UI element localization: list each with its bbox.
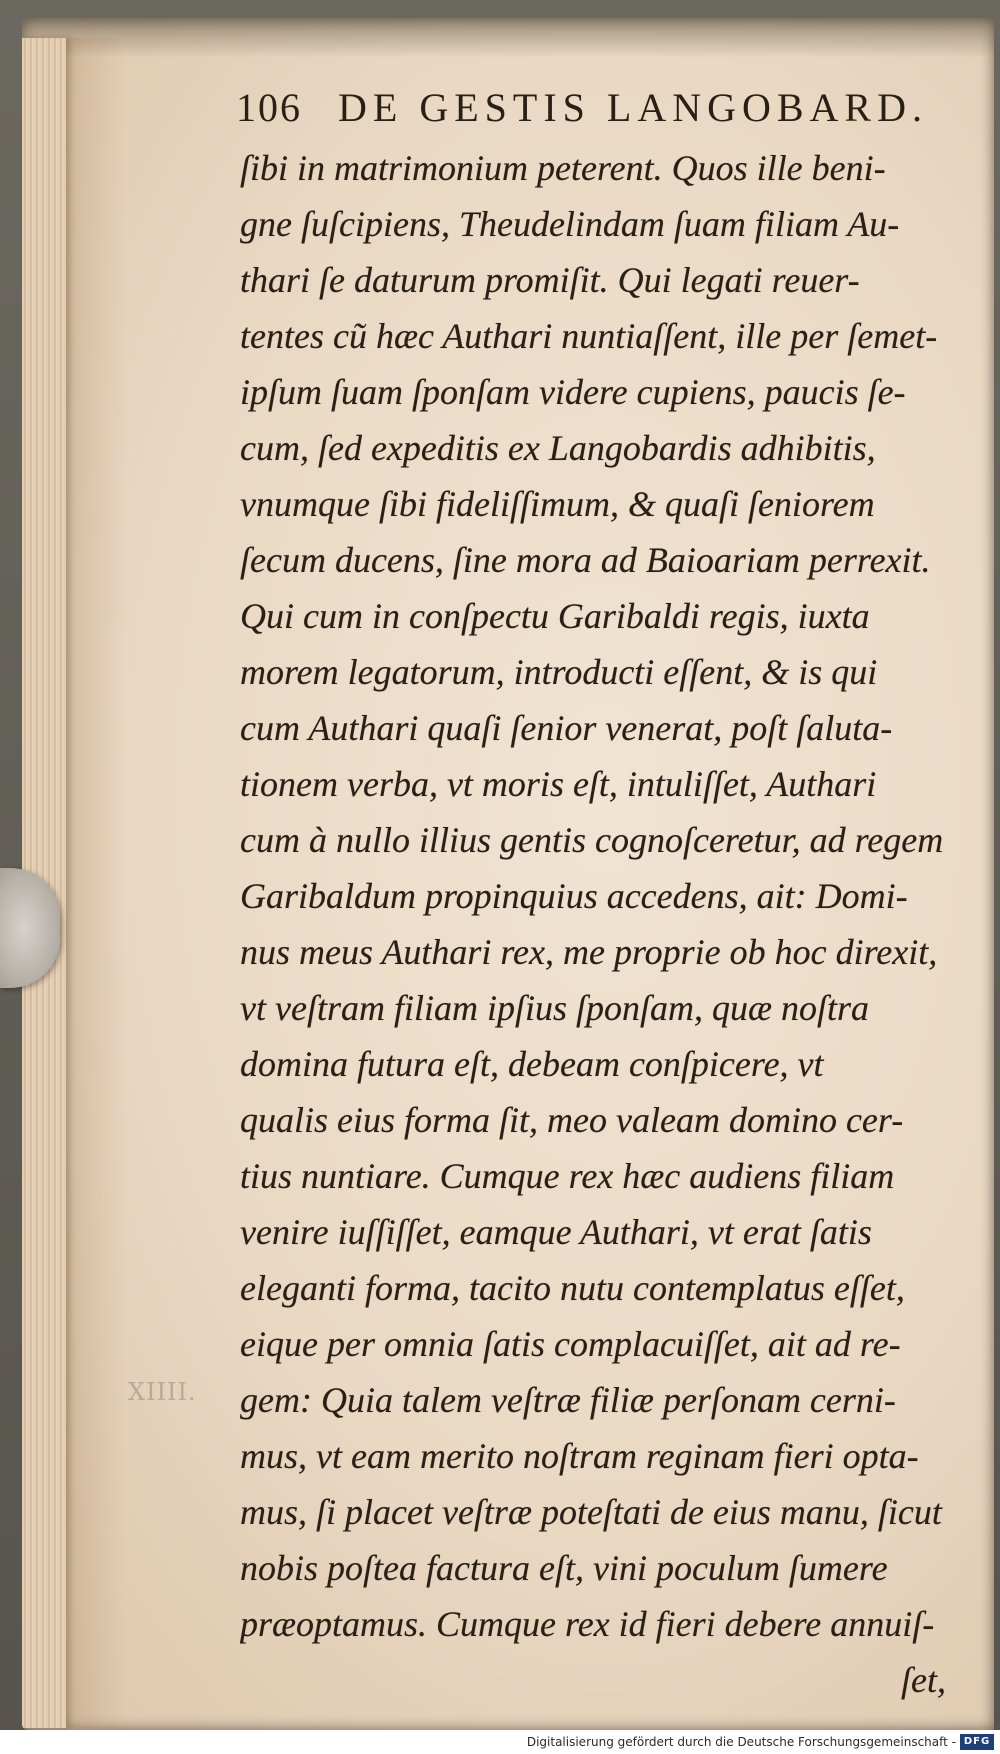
body-text [240, 140, 960, 1708]
text-line: mus, vt eam merito noſtram reginam fieri opta- [240, 1436, 919, 1476]
bleed-through-chapter-number: XIIII. [128, 1378, 197, 1406]
text-line: morem legatorum, introducti eſſent, & is qui [240, 652, 878, 692]
page-number: 106 [236, 85, 302, 130]
digitization-credit: Digitalisierung gefördert durch die Deutsche Forschungsgemeinschaft - [526, 1735, 956, 1749]
gutter-shade [66, 38, 126, 1728]
text-line: tius nuntiare. Cumque rex hæc audiens filiam [240, 1156, 895, 1196]
text-line: nobis poſtea factura eſt, vini poculum ſumere [240, 1548, 888, 1588]
text-line: Garibaldum propinquius accedens, ait: Domi- [240, 876, 908, 916]
dfg-logo: DFG [960, 1734, 994, 1750]
text-line: Qui cum in conſpectu Garibaldi regis, iuxta [240, 596, 870, 636]
text-line: cum à nullo illius gentis cognoſceretur, ad regem [240, 820, 944, 860]
text-line: ipſum ſuam ſponſam videre cupiens, paucis ſe- [240, 372, 906, 412]
text-line: gne ſuſcipiens, Theudelindam ſuam filiam Au- [240, 204, 900, 244]
running-header [236, 84, 956, 131]
text-line: gem: Quia talem veſtræ filiæ perſonam cerni- [240, 1380, 896, 1420]
text-line: thari ſe daturum promiſit. Qui legati reuer- [240, 260, 860, 300]
text-line: vt veſtram filiam ipſius ſponſam, quæ noſtra [240, 988, 869, 1028]
text-line: eleganti forma, tacito nutu contemplatus eſſet, [240, 1268, 905, 1308]
text-line: cum, ſed expeditis ex Langobardis adhibitis, [240, 428, 876, 468]
text-line: præoptamus. Cumque rex id fieri debere annuiſ- [240, 1604, 935, 1644]
text-line: vnumque ſibi fideliſſimum, & quaſi ſeniorem [240, 484, 875, 524]
text-line: ſecum ducens, ſine mora ad Baioariam perrexit. [240, 540, 931, 580]
text-line: venire iuſſiſſet, eamque Authari, vt erat ſatis [240, 1212, 872, 1252]
text-line: tentes cũ hæc Authari nuntiaſſent, ille per ſemet- [240, 316, 938, 356]
text-line: domina futura eſt, debeam conſpicere, vt [240, 1044, 824, 1084]
digitization-footer [0, 1730, 1000, 1754]
text-line: mus, ſi placet veſtræ poteſtati de eius manu, ſicut [240, 1492, 942, 1532]
text-line: tionem verba, vt moris eſt, intuliſſet, Authari [240, 764, 877, 804]
running-title: DE GESTIS LANGOBARD. [338, 85, 928, 130]
text-line: qualis eius forma ſit, meo valeam domino cer- [240, 1100, 904, 1140]
top-shadow [22, 18, 994, 58]
text-line: nus meus Authari rex, me proprie ob hoc direxit, [240, 932, 938, 972]
text-line: ſibi in matrimonium peterent. Quos ille beni- [240, 148, 886, 188]
text-line: cum Authari quaſi ſenior venerat, poſt ſaluta- [240, 708, 893, 748]
catchword: ſet, [901, 1660, 946, 1700]
text-line: eique per omnia ſatis complacuiſſet, ait ad re- [240, 1324, 901, 1364]
